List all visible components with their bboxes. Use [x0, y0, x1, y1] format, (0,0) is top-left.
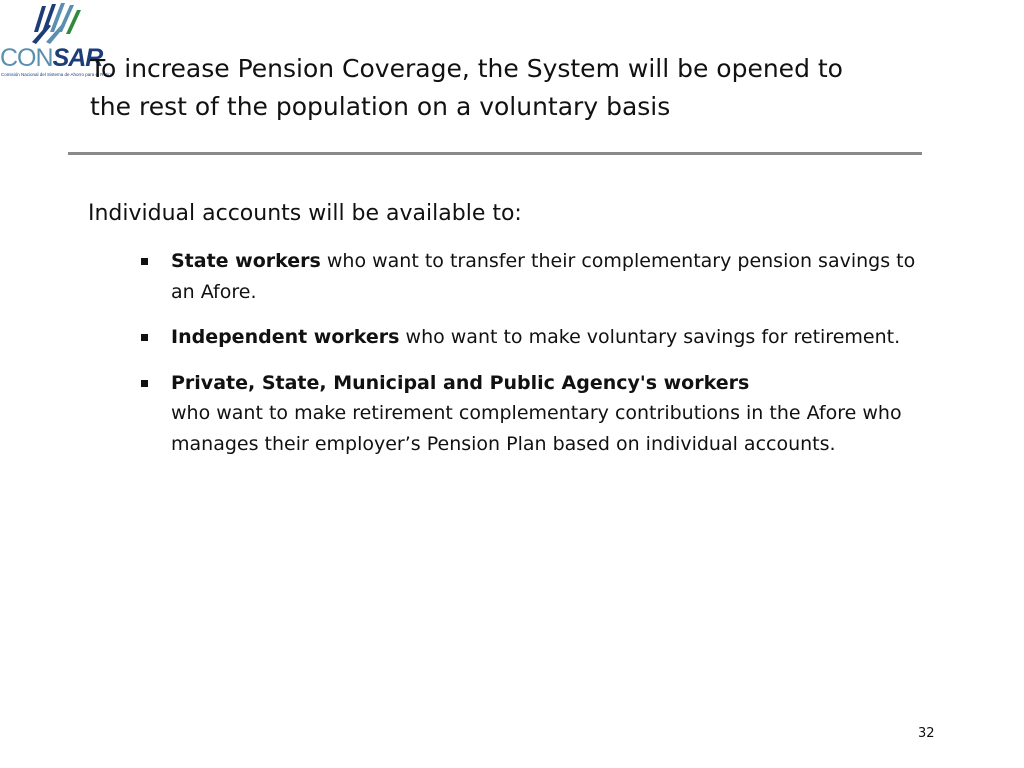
- bullet-item: [138, 368, 928, 460]
- bullet-bold-text: Independent workers: [171, 326, 400, 348]
- bullet-item: [138, 246, 928, 307]
- slide-title-line-2: the rest of the population on a voluntary basis: [90, 92, 671, 121]
- intro-text: Individual accounts will be available to:: [88, 201, 522, 226]
- square-bullet-icon: [141, 258, 148, 265]
- bullet-text: who want to transfer their complementary pension savings to an Afore.: [171, 250, 916, 303]
- consar-logo-icon: [28, 2, 82, 48]
- slide-title: [90, 50, 970, 126]
- bullet-item: [138, 322, 928, 353]
- logo-word-sar: SAR: [52, 44, 103, 72]
- title-divider: [68, 152, 922, 155]
- consar-logo: [0, 0, 113, 84]
- logo-tagline: Comisión Nacional del Sistema de Ahorro para el Retiro: [1, 72, 113, 77]
- bullet-text: who want to make retirement complementary contributions in the Afore who manages their employer’s Pension Plan based on individual accounts.: [171, 402, 902, 455]
- bullet-bold-text: State workers: [171, 250, 321, 272]
- page-number: 32: [918, 726, 935, 741]
- logo-word-con: CON: [0, 44, 53, 72]
- bullet-text: who want to make voluntary savings for retirement.: [399, 326, 901, 348]
- bullet-list: [138, 246, 928, 474]
- bullet-bold-text: Private, State, Municipal and Public Agency's workers: [171, 371, 750, 394]
- slide-title-line-1: To increase Pension Coverage, the System will be opened to: [90, 54, 843, 83]
- square-bullet-icon: [141, 334, 148, 341]
- square-bullet-icon: [141, 380, 148, 387]
- logo-wordmark: [0, 45, 102, 71]
